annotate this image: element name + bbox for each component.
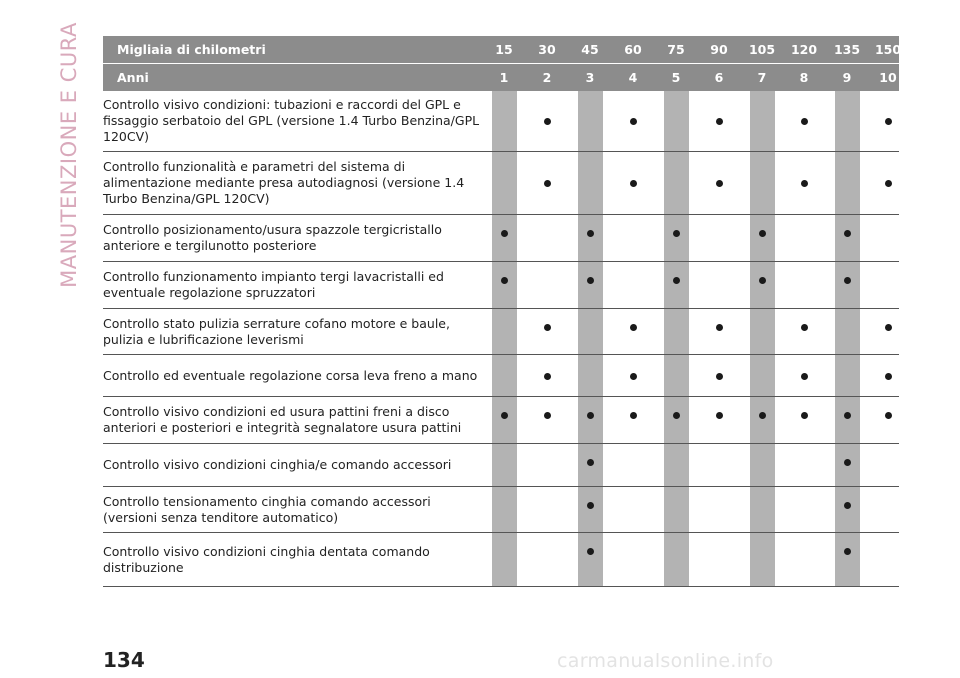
header-year-value: 7 <box>757 70 767 85</box>
check-mark-icon <box>759 230 766 237</box>
shaded-column-cell <box>664 397 689 443</box>
check-mark-icon <box>844 230 851 237</box>
header-years-label: Anni <box>117 70 149 85</box>
check-mark-icon <box>716 118 723 125</box>
check-mark-icon <box>630 180 637 187</box>
shaded-column-cell <box>492 397 517 443</box>
table-row <box>103 262 899 309</box>
header-year-value: 6 <box>714 70 724 85</box>
header-year-value: 3 <box>585 70 595 85</box>
row-label: Controllo visivo condizioni ed usura pattini freni a disco anteriori e posteriori e integrità segnalatore usura pattini <box>103 404 462 435</box>
shaded-column-cell <box>835 355 860 396</box>
shaded-column-cell <box>578 152 603 214</box>
shaded-column-cell <box>750 309 775 354</box>
check-mark-icon <box>801 118 808 125</box>
shaded-column-cell <box>578 215 603 261</box>
shaded-column-cell <box>664 152 689 214</box>
check-mark-icon <box>885 373 892 380</box>
shaded-column-cell <box>664 215 689 261</box>
shaded-column-cell <box>835 152 860 214</box>
check-mark-icon <box>844 459 851 466</box>
check-mark-icon <box>885 412 892 419</box>
shaded-column-cell <box>664 533 689 586</box>
shaded-column-cell <box>578 262 603 308</box>
shaded-column-cell <box>664 444 689 486</box>
header-row-km <box>103 36 902 63</box>
header-row-years <box>103 63 899 91</box>
check-mark-icon <box>630 373 637 380</box>
check-mark-icon <box>630 324 637 331</box>
shaded-column-cell <box>492 487 517 532</box>
header-year-value: 2 <box>542 70 552 85</box>
maintenance-schedule-table <box>103 36 902 587</box>
check-mark-icon <box>630 412 637 419</box>
row-label: Controllo stato pulizia serrature cofano motore e baule, pulizia e lubrificazione leverismi <box>103 315 450 347</box>
check-mark-icon <box>630 118 637 125</box>
row-label: Controllo posizionamento/usura spazzole tergicristallo anteriore e tergilunotto posteriore <box>103 222 442 253</box>
check-mark-icon <box>716 180 723 187</box>
header-km-value: 135 <box>833 42 861 57</box>
header-year-value: 8 <box>799 70 809 85</box>
table-row <box>103 91 899 152</box>
table-row <box>103 309 899 355</box>
table-row <box>103 533 899 587</box>
shaded-column-cell <box>835 397 860 443</box>
row-label: Controllo ed eventuale regolazione corsa leva freno a mano <box>103 367 478 383</box>
shaded-column-cell <box>578 533 603 586</box>
table-row <box>103 444 899 487</box>
check-mark-icon <box>716 324 723 331</box>
check-mark-icon <box>844 277 851 284</box>
page-number: 134 <box>103 648 145 672</box>
check-mark-icon <box>544 180 551 187</box>
shaded-column-cell <box>835 91 860 151</box>
check-mark-icon <box>501 412 508 419</box>
check-mark-icon <box>759 412 766 419</box>
header-km-value: 120 <box>790 42 818 57</box>
shaded-column-cell <box>835 309 860 354</box>
shaded-column-cell <box>750 91 775 151</box>
shaded-column-cell <box>835 262 860 308</box>
shaded-column-cell <box>578 91 603 151</box>
shaded-column-cell <box>835 215 860 261</box>
table-row <box>103 355 899 397</box>
check-mark-icon <box>501 230 508 237</box>
shaded-column-cell <box>750 533 775 586</box>
shaded-column-cell <box>578 309 603 354</box>
shaded-column-cell <box>750 397 775 443</box>
shaded-column-cell <box>750 487 775 532</box>
header-km-value: 45 <box>581 42 599 57</box>
header-km-value: 90 <box>710 42 728 57</box>
check-mark-icon <box>587 412 594 419</box>
shaded-column-cell <box>578 355 603 396</box>
check-mark-icon <box>801 412 808 419</box>
check-mark-icon <box>801 180 808 187</box>
header-km-value: 30 <box>538 42 556 57</box>
row-label: Controllo visivo condizioni cinghia/e comando accessori <box>103 457 452 472</box>
header-year-value: 4 <box>628 70 638 85</box>
table-row <box>103 215 899 262</box>
check-mark-icon <box>885 324 892 331</box>
check-mark-icon <box>544 412 551 419</box>
check-mark-icon <box>544 373 551 380</box>
shaded-column-cell <box>492 309 517 354</box>
check-mark-icon <box>587 277 594 284</box>
check-mark-icon <box>673 412 680 419</box>
shaded-column-cell <box>492 444 517 486</box>
shaded-column-cell <box>750 262 775 308</box>
header-year-value: 5 <box>671 70 681 85</box>
shaded-column-cell <box>664 309 689 354</box>
check-mark-icon <box>716 373 723 380</box>
shaded-column-cell <box>750 444 775 486</box>
shaded-column-cell <box>750 215 775 261</box>
check-mark-icon <box>587 459 594 466</box>
shaded-column-cell <box>750 355 775 396</box>
shaded-column-cell <box>578 397 603 443</box>
shaded-column-cell <box>492 215 517 261</box>
row-label: Controllo visivo condizioni cinghia dentata comando distribuzione <box>103 543 430 575</box>
section-side-title <box>52 20 86 290</box>
table-row <box>103 152 899 215</box>
shaded-column-cell <box>578 487 603 532</box>
check-mark-icon <box>587 502 594 509</box>
shaded-column-cell <box>664 355 689 396</box>
header-km-value: 150 <box>874 42 902 57</box>
check-mark-icon <box>716 412 723 419</box>
header-km-value: 75 <box>667 42 685 57</box>
row-label: Controllo funzionalità e parametri del sistema di alimentazione mediante presa autodiagnosi (versione 1.4 Turbo Benzina/GPL 120CV) <box>103 159 465 206</box>
header-km-value: 60 <box>624 42 642 57</box>
shaded-column-cell <box>492 262 517 308</box>
check-mark-icon <box>885 118 892 125</box>
shaded-column-cell <box>835 533 860 586</box>
check-mark-icon <box>885 180 892 187</box>
check-mark-icon <box>673 277 680 284</box>
header-km-label: Migliaia di chilometri <box>117 42 266 57</box>
header-year-value: 9 <box>842 70 852 85</box>
shaded-column-cell <box>492 533 517 586</box>
section-side-title-text: MANUTENZIONE E CURA <box>57 22 81 288</box>
row-label: Controllo tensionamento cinghia comando accessori (versioni senza tenditore automatico) <box>103 493 431 525</box>
check-mark-icon <box>844 502 851 509</box>
shaded-column-cell <box>492 91 517 151</box>
header-km-value: 105 <box>748 42 776 57</box>
row-label: Controllo visivo condizioni: tubazioni e raccordi del GPL e fissaggio serbatoio del GPL (versione 1.4 Turbo Benzina/GPL 120CV) <box>103 97 480 144</box>
check-mark-icon <box>587 230 594 237</box>
table-row <box>103 397 899 444</box>
shaded-column-cell <box>664 487 689 532</box>
shaded-column-cell <box>492 355 517 396</box>
check-mark-icon <box>844 548 851 555</box>
check-mark-icon <box>759 277 766 284</box>
check-mark-icon <box>673 230 680 237</box>
shaded-column-cell <box>835 487 860 532</box>
shaded-column-cell <box>664 262 689 308</box>
header-year-value: 1 <box>499 70 509 85</box>
table-row <box>103 487 899 533</box>
shaded-column-cell <box>750 152 775 214</box>
check-mark-icon <box>801 373 808 380</box>
check-mark-icon <box>544 324 551 331</box>
row-label: Controllo funzionamento impianto tergi lavacristalli ed eventuale regolazione spruzzatori <box>103 269 444 300</box>
check-mark-icon <box>801 324 808 331</box>
header-km-value: 15 <box>495 42 513 57</box>
shaded-column-cell <box>664 91 689 151</box>
shaded-column-cell <box>492 152 517 214</box>
check-mark-icon <box>844 412 851 419</box>
check-mark-icon <box>544 118 551 125</box>
check-mark-icon <box>587 548 594 555</box>
watermark: carmanualsonline.info <box>557 650 774 672</box>
header-year-value: 10 <box>879 70 897 85</box>
check-mark-icon <box>501 277 508 284</box>
